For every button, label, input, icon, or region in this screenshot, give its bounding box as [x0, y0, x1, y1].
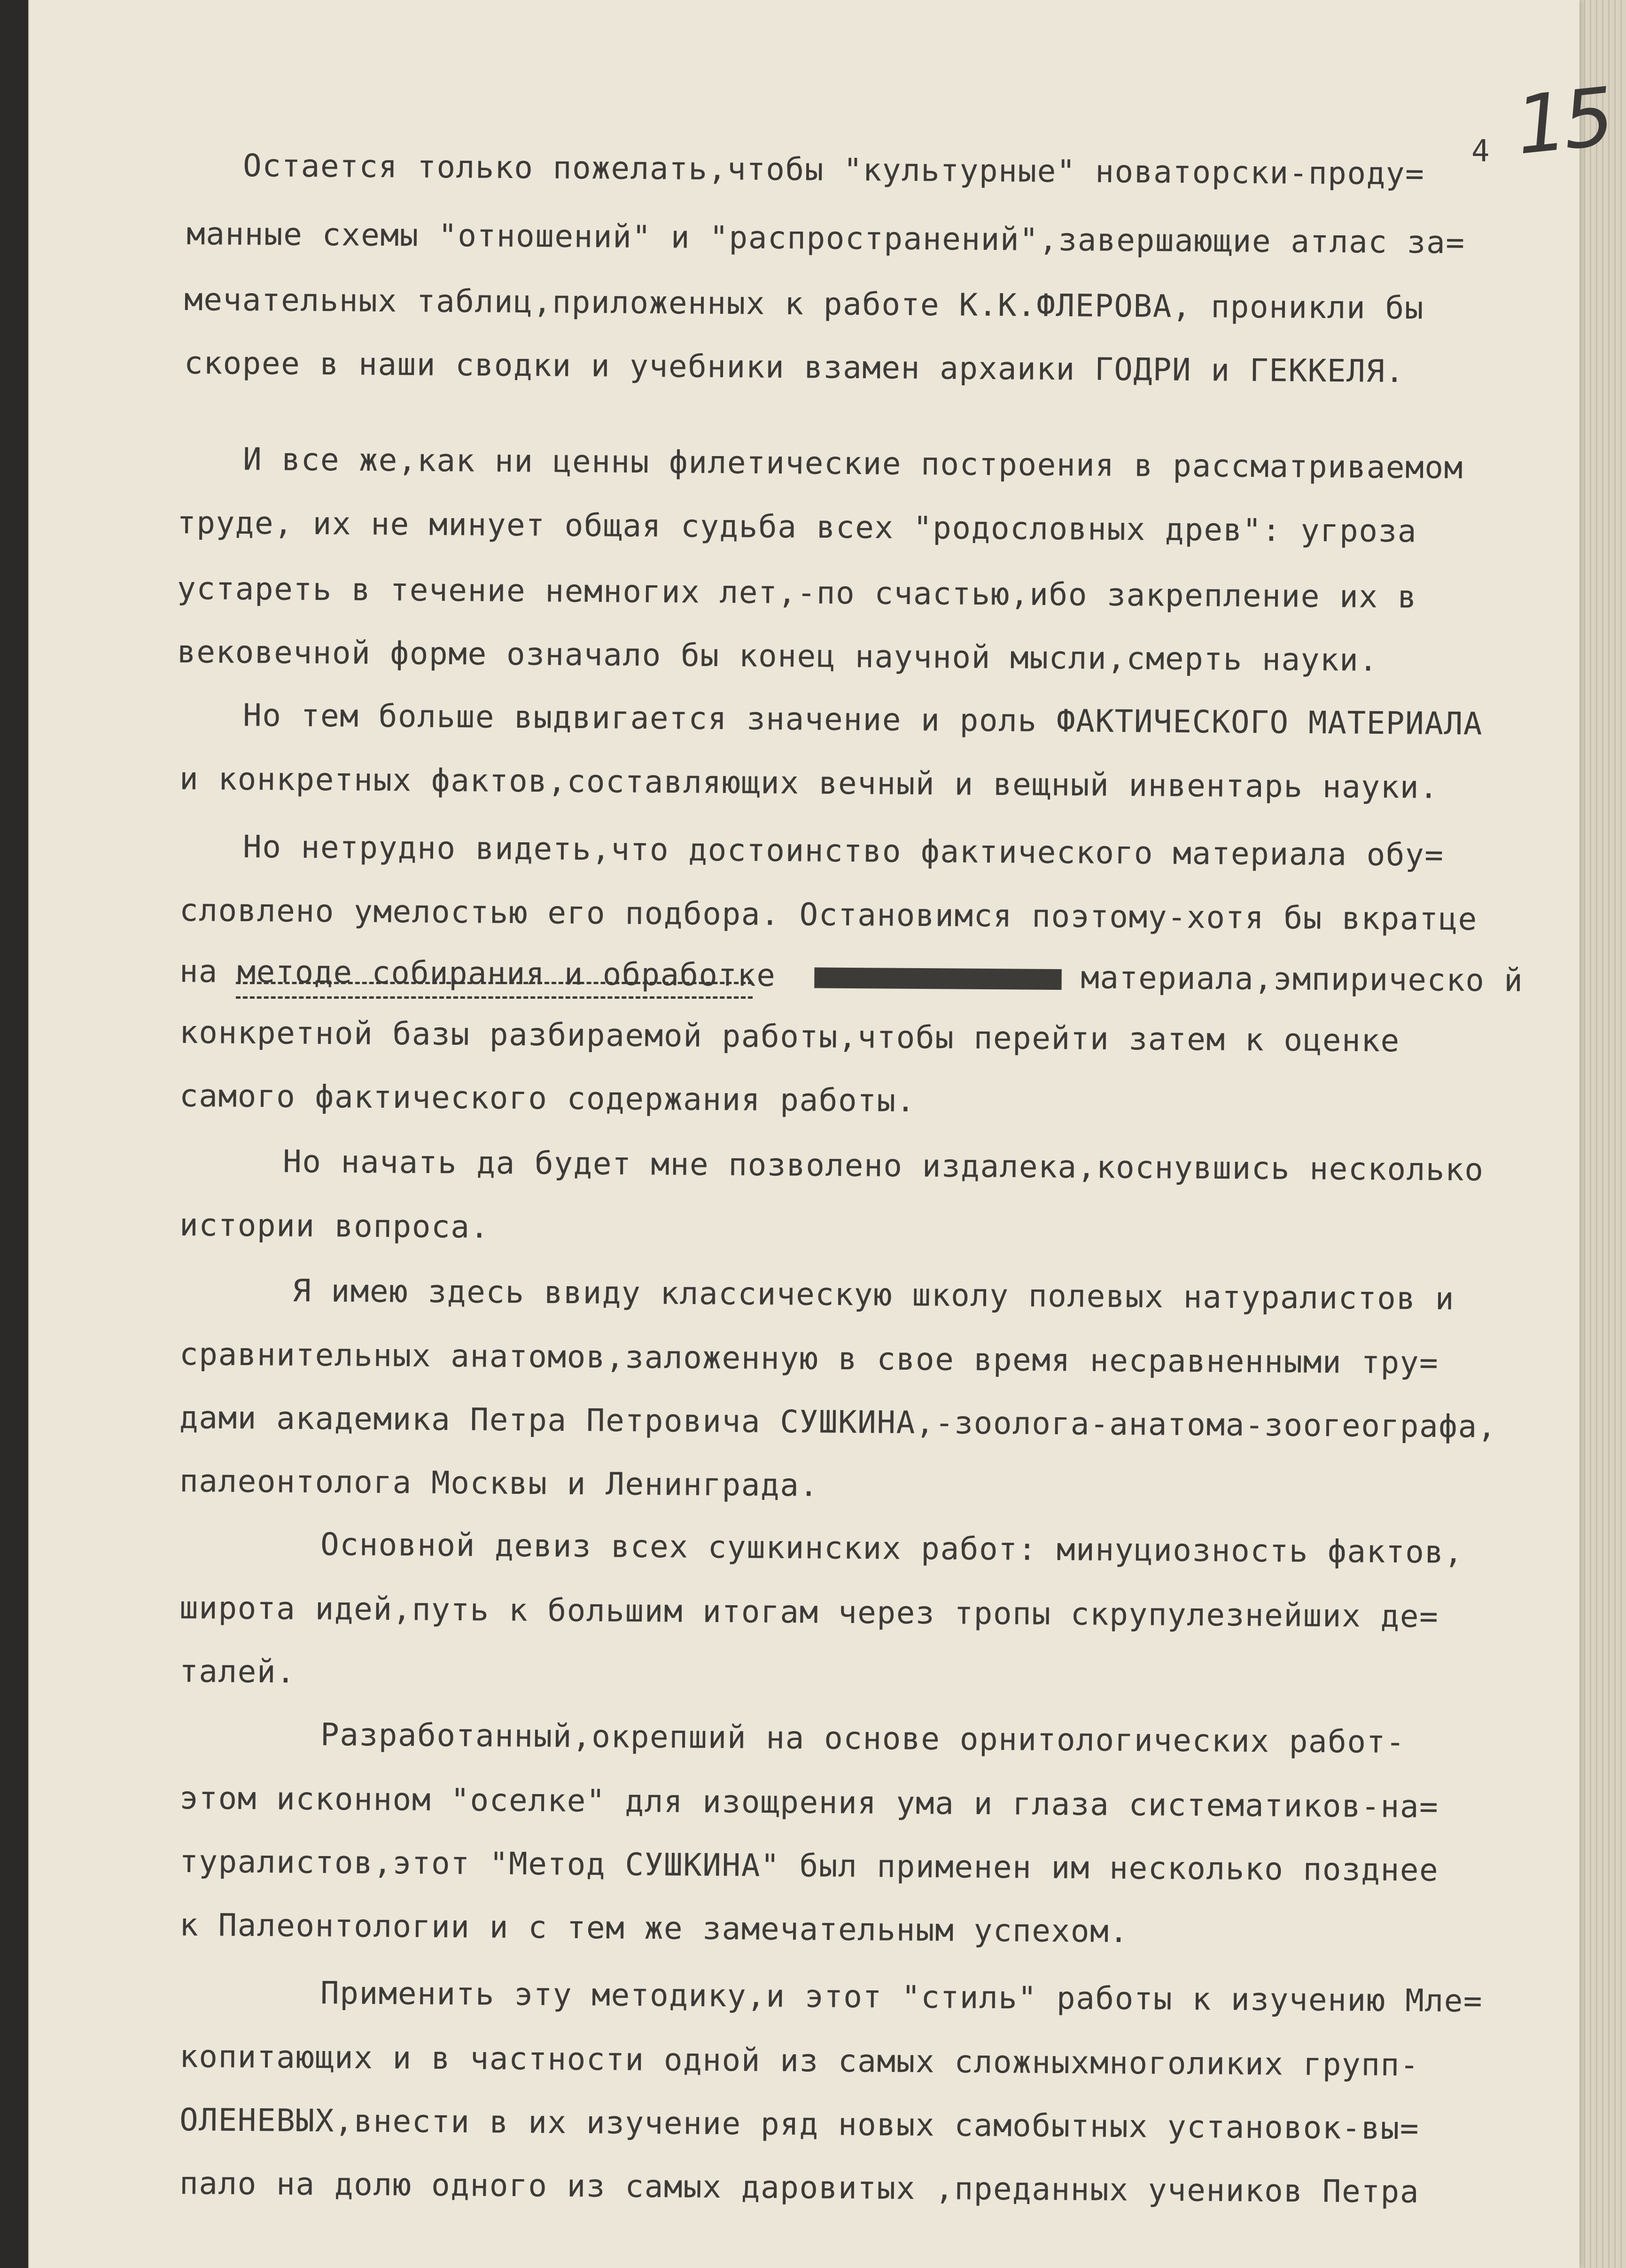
text-line-end: материала,эмпирическо й: [1081, 959, 1524, 999]
text-line: сравнительных анатомов,заложенную в свое время несравненными тру=: [179, 1336, 1439, 1381]
text-line: вековечной форме означало бы конец научной мысли,смерть науки.: [177, 634, 1378, 678]
text-line: словлено умелостью его подбора. Остановимся поэтому-хотя бы вкратце: [179, 892, 1478, 938]
page-stack: [28, 0, 1626, 2268]
text-line: Но нетрудно видеть,что достоинство фактического материала обу=: [242, 829, 1444, 873]
document-page: [29, 0, 1615, 2268]
text-line: самого фактического содержания работы.: [179, 1078, 916, 1119]
text-line: и конкретных фактов,составляющих вечный и вещный инвентарь науки.: [179, 761, 1439, 806]
text-line: этом исконном "оселке" для изощрения ума и глаза систематиков-на=: [179, 1780, 1439, 1825]
text-line: широта идей,путь к большим итогам через тропы скрупулезнейших де=: [179, 1590, 1439, 1635]
text-line: пало на долю одного из самых даровитых ,преданных учеников Петра: [179, 2165, 1420, 2210]
text-line: конкретной базы разбираемой работы,чтобы перейти затем к оценке: [179, 1014, 1400, 1059]
text-line: скорее в наши сводки и учебники взамен архаики ГОДРИ и ГЕККЕЛЯ.: [184, 345, 1405, 390]
double-underline: [236, 982, 753, 999]
text-line: труде, их не минует общая судьба всех "родословных древ": угроза: [177, 505, 1417, 550]
text-line-start: на методе собирания и обработке: [179, 953, 776, 994]
text-line: И все же,как ни ценны филетические построения в рассматриваемом: [242, 441, 1464, 486]
text-line: Остается только пожелать,чтобы "культурные" новаторски-проду=: [242, 148, 1425, 192]
text-line: туралистов,этот "Метод СУШКИНА" был применен им несколько позднее: [179, 1843, 1439, 1888]
struck-out-word: [814, 967, 1062, 990]
text-line: истории вопроса.: [179, 1207, 490, 1245]
text-line: Применить эту методику,и этот "стиль" работы к изучению Мле=: [320, 1975, 1483, 2019]
text-line: устареть в течение немногих лет,-по счастью,ибо закрепление их в: [177, 570, 1417, 615]
text-line: к Палеонтологии и с тем же замечательным успехом.: [179, 1907, 1129, 1950]
text-line: дами академика Петра Петровича СУШКИНА,-зоолога-анатома-зоогеографа,: [179, 1399, 1497, 1445]
text-line: Разработанный,окрепший на основе орнитологических работ-: [320, 1717, 1406, 1761]
text-line: палеонтолога Москвы и Ленинграда.: [179, 1463, 819, 1504]
folio-number: 15: [1511, 70, 1615, 173]
text-line: ОЛЕНЕВЫХ,внести в их изучение ряд новых самобытных установок-вы=: [179, 2102, 1420, 2147]
text-line: копитающих и в частности одной из самых сложныхмноголиких групп-: [179, 2038, 1420, 2083]
text-line: талей.: [179, 1653, 296, 1690]
text-line: Основной девиз всех сушкинских работ: минуциозность фактов,: [320, 1526, 1464, 1570]
text-line: Но начать да будет мне позволено издалека,коснувшись несколько: [282, 1143, 1484, 1188]
text-line: мечательных таблиц,приложенных к работе К.К.ФЛЕРОВА, проникли бы: [184, 281, 1424, 326]
text-line: Но тем больше выдвигается значение и роль ФАКТИЧЕСКОГО МАТЕРИАЛА: [242, 697, 1483, 742]
text-line: Я имею здесь ввиду классическую школу полевых натуралистов и: [292, 1273, 1455, 1317]
text-line: манные схемы "отношений" и "распространений",завершающие атлас за=: [186, 216, 1465, 261]
page-number: 4: [1471, 134, 1491, 169]
